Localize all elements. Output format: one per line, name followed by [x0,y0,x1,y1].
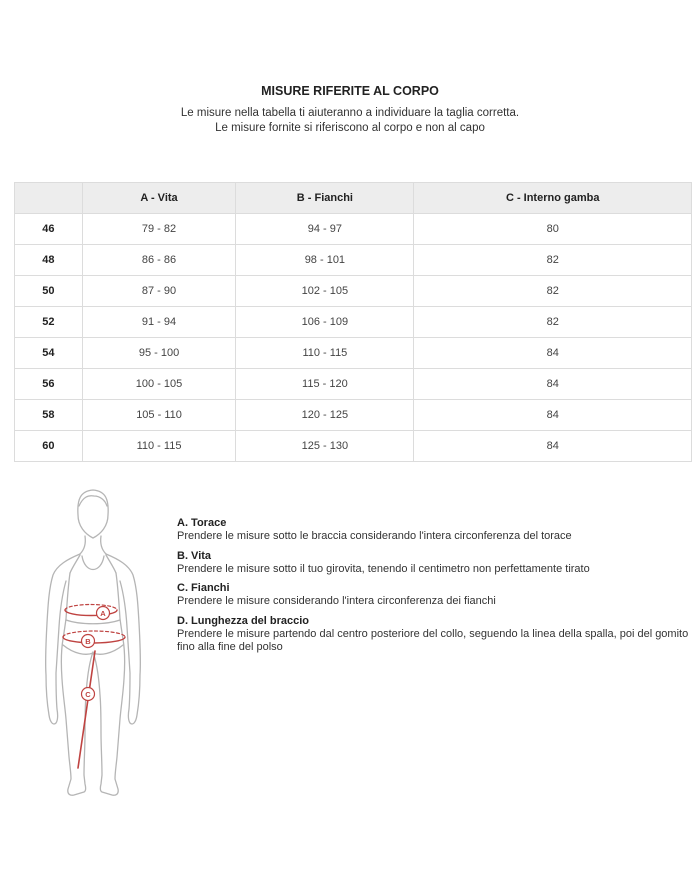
subtitle-line-2: Le misure fornite si riferiscono al corpo e non al capo [215,121,485,134]
vita-cell: 110 - 115 [82,431,236,462]
guide-section-vita [177,547,693,577]
vita-cell: 79 - 82 [82,214,236,245]
table-row [15,214,692,245]
interno-gamba-cell: 80 [414,214,692,245]
table-row [15,338,692,369]
interno-gamba-cell: 84 [414,338,692,369]
fianchi-cell: 98 - 101 [236,245,414,276]
guide-section-fianchi [177,579,693,609]
guide-label: A. Torace [177,517,227,529]
inner-leg-line [78,651,95,768]
size-table-container [14,182,692,462]
size-cell: 50 [15,276,83,307]
column-header-size [15,183,83,214]
table-row [15,307,692,338]
size-cell: 58 [15,400,83,431]
fianchi-cell: 120 - 125 [236,400,414,431]
vita-cell: 86 - 86 [82,245,236,276]
header [0,84,700,135]
figure-marker-a: A [100,608,106,618]
measurement-guide [177,514,693,658]
interno-gamba-cell: 82 [414,307,692,338]
fianchi-cell: 115 - 120 [236,369,414,400]
interno-gamba-cell: 84 [414,400,692,431]
guide-section-lunghezza-braccio [177,612,693,655]
table-row [15,369,692,400]
page-title: MISURE RIFERITE AL CORPO [261,84,439,98]
table-row [15,245,692,276]
table-row [15,431,692,462]
guide-text: Prendere le misure sotto le braccia considerando l'intera circonferenza del torace [177,530,572,542]
size-cell: 46 [15,214,83,245]
vita-cell: 105 - 110 [82,400,236,431]
body-measurement-figure [30,475,170,810]
vita-cell: 91 - 94 [82,307,236,338]
column-header-interno-gamba: C - Interno gamba [414,183,692,214]
guide-text: Prendere le misure considerando l'intera circonferenza dei fianchi [177,595,496,607]
column-header-vita: A - Vita [82,183,236,214]
fianchi-cell: 102 - 105 [236,276,414,307]
interno-gamba-cell: 82 [414,245,692,276]
guide-section-torace [177,514,693,544]
guide-label: C. Fianchi [177,582,230,594]
fianchi-cell: 94 - 97 [236,214,414,245]
measurement-marks [63,605,125,769]
size-cell: 60 [15,431,83,462]
size-cell: 52 [15,307,83,338]
size-table [14,182,692,462]
table-row [15,276,692,307]
guide-text: Prendere le misure partendo dal centro posteriore del collo, seguendo la linea della spalla, poi del gomito fino alla fine del polso [177,627,689,653]
size-cell: 48 [15,245,83,276]
fianchi-cell: 110 - 115 [236,338,414,369]
interno-gamba-cell: 84 [414,369,692,400]
table-header-row [15,183,692,214]
body-figure-illustration [30,475,170,810]
column-header-fianchi: B - Fianchi [236,183,414,214]
fianchi-cell: 106 - 109 [236,307,414,338]
guide-label: D. Lunghezza del braccio [177,614,310,627]
size-cell: 56 [15,369,83,400]
figure-marker-c: C [85,689,91,699]
fianchi-cell: 125 - 130 [236,431,414,462]
vita-cell: 100 - 105 [82,369,236,400]
table-row [15,400,692,431]
vita-cell: 87 - 90 [82,276,236,307]
figure-marker-b: B [85,636,91,646]
size-cell: 54 [15,338,83,369]
vita-cell: 95 - 100 [82,338,236,369]
guide-label: B. Vita [177,549,212,562]
interno-gamba-cell: 82 [414,276,692,307]
interno-gamba-cell: 84 [414,431,692,462]
guide-text: Prendere le misure sotto il tuo girovita, tenendo il centimetro non perfettamente tirato [177,562,590,575]
subtitle-line-1: Le misure nella tabella ti aiuteranno a individuare la taglia corretta. [180,107,520,119]
